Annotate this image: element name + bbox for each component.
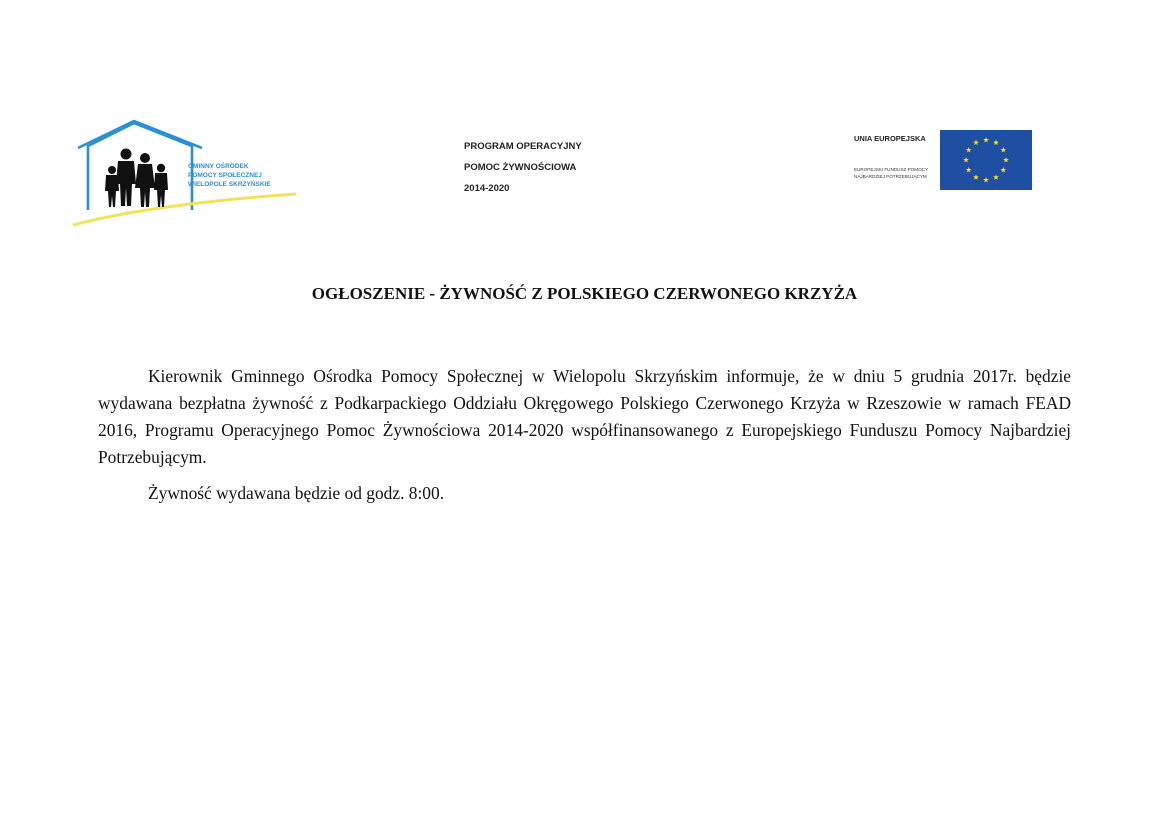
eu-fund-line: EUROPEJSKI FUNDUSZ POMOCY xyxy=(854,167,929,172)
program-line: 2014-2020 xyxy=(464,183,510,194)
gops-name xyxy=(188,162,271,189)
program-line: POMOC ŻYWNOŚCIOWA xyxy=(464,162,577,173)
gops-line: WIELOPOLE SKRZYŃSKIE xyxy=(188,181,271,188)
paragraph: Żywność wydawana będzie od godz. 8:00. xyxy=(148,483,445,503)
gops-line: POMOCY SPOŁECZNEJ xyxy=(188,172,262,179)
eu-flag-icon xyxy=(940,130,1032,190)
eu-fund-line: NAJBARDZIEJ POTRZEBUJĄCYM xyxy=(854,174,927,179)
eu-title: UNIA EUROPEJSKA xyxy=(854,134,926,143)
paragraph: Kierownik Gminnego Ośrodka Pomocy Społecznej w Wielopolu Skrzyńskim informuje, że w dniu 5 grudnia 2017r. będzie wydawana bezpłatna żywność z Podkarpackiego Oddziału Okręgowego Polskiego Czerwonego Krzyża w Rzeszowie w ramach FEAD 2016, Programu Operacyjnego Pomoc Żywnościowa 2014-2020 współfinansowanego z Europejskiego Funduszu Pomocy Najbardziej Potrzebującym. xyxy=(98,366,1071,467)
document-body xyxy=(98,363,1071,516)
program-logo xyxy=(464,136,582,199)
program-line: PROGRAM OPERACYJNY xyxy=(464,141,582,152)
eu-logo xyxy=(854,128,1034,192)
gops-logo xyxy=(70,118,300,230)
gops-line: GMINNY OŚRODEK xyxy=(188,163,249,170)
eu-fund-name xyxy=(854,166,928,180)
page-title: OGŁOSZENIE - ŻYWNOŚĆ Z POLSKIEGO CZERWONEGO KRZYŻA xyxy=(311,284,858,303)
